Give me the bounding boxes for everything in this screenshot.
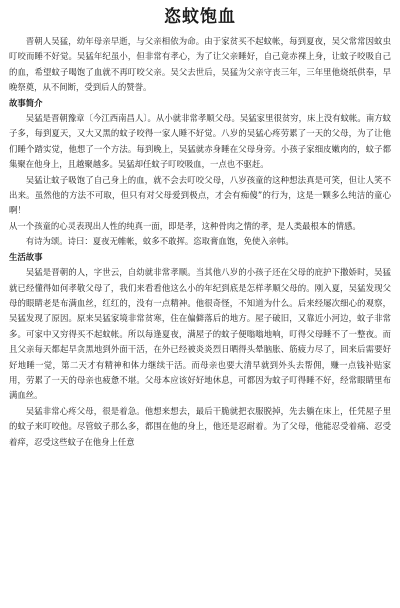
paragraph-intro: 晋朝人吴猛，幼年母亲早逝，与父亲相依为命。由于家贫买不起蚊帐，每到夏夜，吴父常常因蚊虫叮咬而睡不好觉。吴猛年纪虽小，但非常有孝心，为了让父亲睡好，自己竟赤裸上身，让蚊子咬吸自己的血，希望蚊子喝饱了血就不再叮咬父亲。吴父去世后，吴猛为父亲守丧三年，三年里他烧纸供奉，早晚祭奠，从不间断，受到后人的赞誉。 [9,36,391,93]
section-heading-summary: 故事简介 [9,97,43,108]
paragraph-poem: 有诗为颂。诗曰：夏夜无帷帐，蚊多不敢挥。恣取膏血饱，免使入亲帏。 [25,236,294,247]
paragraph-summary-2: 吴猛让蚊子吸饱了自己身上的血，就不会去叮咬父母，八岁孩童的这种想法真是可笑，但让人笑不出来。虽然他的方法不可取，但只有对父母爱到极点，才会有痴傻”的行为，这是一颗多么纯洁的童心啊！ [9,174,391,216]
section-heading-life-story: 生活故事 [9,251,43,262]
document-title: 恣蚊饱血 [164,7,236,27]
paragraph-life-story-2: 吴猛非常心疼父母，很是着急。他想来想去，最后干脆就把衣服脱掉，先去躺在床上，任凭屋子里的蚊子来叮咬他。尽管蚊子那么多，都围在他的身上，他还是忍耐着。为了父母，他能忍受着痛、忍受着痒，忍受这些蚊子在他身上任意 [9,405,391,447]
paragraph-summary-1: 吴猛是晋朝豫章〔今江西南昌人〕。从小就非常孝顺父母。吴猛家里很贫穷，床上没有蚊帐。南方蚊子多，每到夏天，又大又黑的蚊子咬得一家人睡不好觉。八岁的吴猛心疼劳累了一天的父母，为了让他们睡个踏实觉，他想了一个方法。每到晚上，吴猛就赤身睡在父母身旁。小孩子家细皮嫩肉的，蚊子都集聚在他身上，且越聚越多。吴猛却任蚊子叮咬吸血，一点也不驱赶。 [9,113,391,170]
paragraph-summary-3: 从一个孩童的心灵表现出人性的纯真一面，即是孝，这种骨肉之情的孝，是人类最根本的情感。 [9,220,361,231]
paragraph-life-story-1: 吴猛是晋朝的人，字世云，自幼就非常孝顺。当其他八岁的小孩子还在父母的庇护下撒娇时，吴猛就已经懂得如何孝敬父母了，我们来看看他这么小的年纪到底是怎样孝顺父母的。刚入夏，吴猛发现父母的眼睛老是布满血丝，红红的，没有一点精神。他很奇怪，不知道为什么。后来经屡次细心的观察，吴猛发现了原因。原来吴猛家境非常贫寒，住在偏僻落后的地方。屋子破旧，又靠近小河边，蚊子非常多。可家中又穷得买不起蚊帐。所以每逢夏夜，满屋子的蚊子便嗡嗡地响，叮得父母睡不了一整夜。而且父亲每天都起早贪黑地到外面干活，在外已经被炎炎烈日晒得头晕脑胀、筋疲力尽了，回来后需要好好地睡一觉，第二天才有精神和体力继续干活。而母亲也要大清早就到外头去帮佣，赚一点钱补贴家用，劳累了一天的母亲也疲惫不堪。父母本应该好好地休息，可都因为蚊子叮得睡不好，经常眼睛里布满血丝。 [9,267,391,401]
